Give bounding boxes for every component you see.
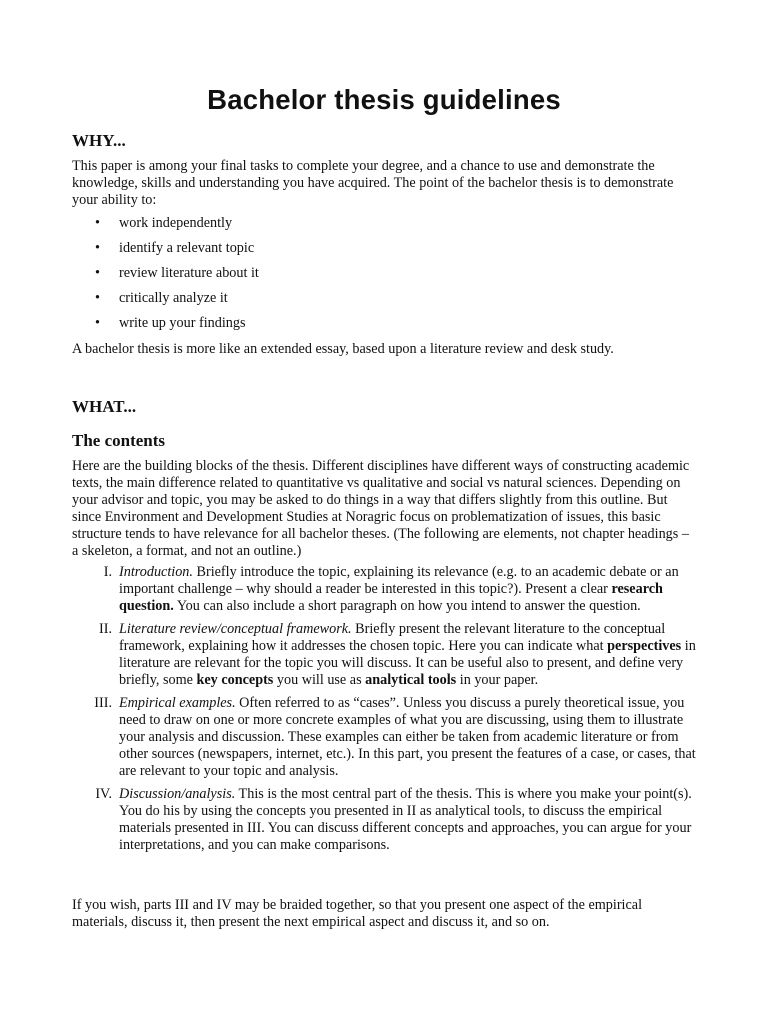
item-bold-term: research question. (119, 581, 663, 614)
bullet-text: work independently (119, 215, 233, 231)
numeral-text: I. (103, 564, 112, 580)
element-introduction (72, 564, 696, 615)
item-label: Introduction. (119, 564, 193, 580)
why-closing-paragraph: A bachelor thesis is more like an extended essay, based upon a literature review and desk study. (72, 341, 614, 357)
why-intro-paragraph: This paper is among your final tasks to complete your degree, and a chance to use and demonstrate the knowledge, skills and understanding you have acquired. The point of the bachelor thesis is to demonstrate your ability to: (72, 158, 674, 208)
numeral-text: IV. (95, 786, 112, 802)
item-bold-term: key concepts (196, 672, 274, 688)
bullet-item (72, 315, 672, 340)
bullet-item (72, 215, 672, 240)
element-empirical-examples (72, 695, 696, 780)
item-numeral (72, 621, 116, 638)
bullet-icon: • (95, 265, 100, 281)
item-label: Literature review/conceptual framework. (119, 621, 352, 637)
item-text: Often referred to as “cases”. Unless you discuss a purely theoretical issue, you need to draw on one or more concrete examples of what you are discussing, using them to illustrate your analysis and discussion. These examples can either be taken from academic literature or from other sources (newspapers, internet, etc.). In this part, you present the features of a case, or cases, that are relevant to your topic and analysis. (119, 695, 696, 779)
item-numeral (72, 786, 116, 803)
numeral-text: II. (99, 621, 112, 637)
thesis-elements-list (72, 564, 696, 860)
element-literature-review (72, 621, 696, 689)
contents-closing-paragraph: If you wish, parts III and IV may be braided together, so that you present one aspect of the empirical materials, discuss it, then present the next empirical aspect and discuss it, and so on. (72, 897, 643, 930)
item-numeral (72, 564, 116, 581)
item-text: You can also include a short paragraph on how you intend to answer the question. (173, 598, 641, 614)
numeral-text: III. (94, 695, 112, 711)
what-heading: WHAT... (72, 397, 137, 416)
item-text: Briefly present the relevant literature to the conceptual framework, explaining how it addresses the chosen topic. Here you can indicate what (119, 621, 666, 654)
item-text: you will use as (273, 672, 366, 688)
item-text: in literature are relevant for the topic you will discuss. It can be useful also to present, and define very briefly, some (119, 638, 696, 688)
item-label: Discussion/analysis. (119, 786, 236, 802)
item-text: This is the most central part of the thesis. This is where you make your point(s). You do his by using the concepts you presented in II as analytical tools, to discuss the empirical materials presented in III. You can discuss different concepts and approaches, you can argue for your interpretations, and you can make comparisons. (119, 786, 692, 853)
item-label: Empirical examples. (119, 695, 236, 711)
item-text: in your paper. (456, 672, 539, 688)
bullet-item (72, 290, 672, 315)
bullet-item (72, 265, 672, 290)
element-discussion-analysis (72, 786, 696, 854)
bullet-text: identify a relevant topic (119, 240, 255, 256)
item-text: Briefly introduce the topic, explaining its relevance (e.g. to an academic debate or an important challenge – why should a reader be interested in this topic?). Present a clear (119, 564, 679, 597)
item-bold-term: analytical tools (365, 672, 457, 688)
bullet-text: review literature about it (119, 265, 259, 281)
bullet-text: critically analyze it (119, 290, 228, 306)
bullet-icon: • (95, 315, 100, 331)
item-numeral (72, 695, 116, 712)
bullet-item (72, 240, 672, 265)
contents-subheading: The contents (72, 431, 166, 450)
contents-intro-paragraph: Here are the building blocks of the thesis. Different disciplines have different ways of constructing academic texts, the main difference related to quantitative vs qualitative and social vs natural sciences. Depending on your advisor and topic, you may be asked to do things in a way that differs slightly from this outline. But since Environment and Development Studies at Noragric focus on problematization of issues, this basic structure tends to have relevance for all bachelor theses. (The following are elements, not chapter headings – a skeleton, a format, and not an outline.) (72, 458, 690, 559)
bullet-icon: • (95, 240, 100, 256)
bullet-icon: • (95, 215, 100, 231)
item-bold-term: perspectives (607, 638, 682, 654)
why-heading: WHY... (72, 131, 126, 150)
bullet-text: write up your findings (119, 315, 246, 331)
document-title: Bachelor thesis guidelines (207, 84, 561, 115)
ability-bullet-list (72, 215, 672, 340)
bullet-icon: • (95, 290, 100, 306)
